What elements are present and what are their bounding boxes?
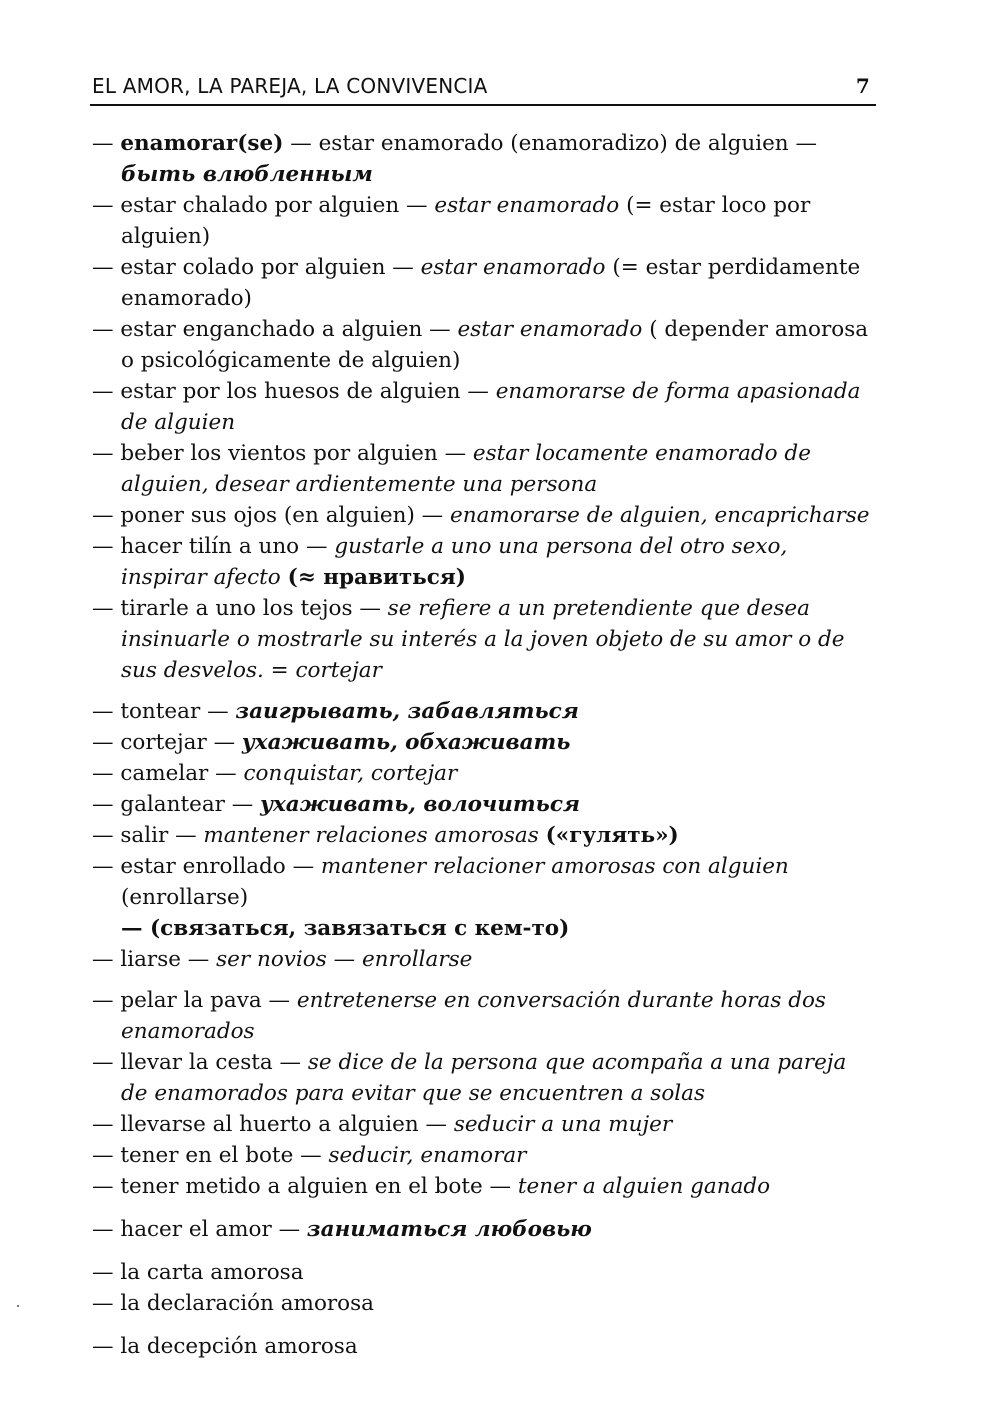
entry: — estar chalado por alguien — estar enamorado (= estar loco por alguien) (92, 193, 811, 249)
entry: — poner sus ojos (en alguien) — enamorarse de alguien, encapricharse (92, 503, 870, 528)
entry: — llevarse al huerto a alguien — seducir a una mujer (92, 1112, 673, 1137)
entry: — tener en el bote — seducir, enamorar (92, 1143, 527, 1168)
entry: — la carta amorosa (92, 1260, 304, 1285)
entry: — enamorar(se) — estar enamorado (enamoradizo) de alguien — быть влюбленным (92, 131, 817, 187)
entry: — cortejar — ухаживать, обхаживать (92, 730, 571, 755)
entry: — salir — mantener relaciones amorosas («гулять») (92, 823, 679, 848)
entry: — liarse — ser novios — enrollarse (92, 947, 473, 972)
entry: — pelar la pava — entretenerse en conversación durante horas dos enamorados (92, 988, 826, 1044)
entry: — llevar la cesta — se dice de la persona que acompaña a una pareja de enamorados para evitar que se encuentren a solas (92, 1050, 847, 1106)
entry: — tirarle a uno los tejos — se refiere a un pretendiente que desea insinuarle o mostrarle su interés a la joven objeto de su amor o de sus desvelos. = cortejar (92, 596, 845, 683)
running-title: EL AMOR, LA PAREJA, LA CONVIVENCIA (92, 74, 488, 98)
entry: — tontear — заигрывать, забавляться (92, 699, 579, 724)
entry: — galantear — ухаживать, волочиться (92, 792, 581, 817)
header-rule (90, 104, 876, 106)
entry: — estar colado por alguien — estar enamorado (= estar perdidamente enamorado) (92, 255, 861, 311)
entry: — la decepción amorosa (92, 1334, 358, 1359)
entry-list (92, 128, 878, 1362)
entry: — beber los vientos por alguien — estar locamente enamorado de alguien, desear ardientemente una persona (92, 441, 811, 497)
page-header (92, 74, 874, 98)
entry: — estar enrollado — mantener relacioner amorosas con alguien (enrollarse) — (связаться, завязаться с кем-то) (92, 854, 789, 941)
entry: — estar enganchado a alguien — estar enamorado ( depender amorosa o psicológicamente de alguien) (92, 317, 869, 373)
page-number: 7 (855, 74, 870, 98)
scan-speck (17, 1305, 19, 1307)
entry: — hacer el amor — заниматься любовью (92, 1217, 592, 1242)
entry: — estar por los huesos de alguien — enamorarse de forma apasionada de alguien (92, 379, 861, 435)
entry: — tener metido a alguien en el bote — tener a alguien ganado (92, 1174, 771, 1199)
entry: — la declaración amorosa (92, 1291, 374, 1316)
entry: — camelar — conquistar, cortejar (92, 761, 458, 786)
entry: — hacer tilín a uno — gustarle a uno una persona del otro sexo, inspirar afecto (≈ нравиться) (92, 534, 788, 590)
